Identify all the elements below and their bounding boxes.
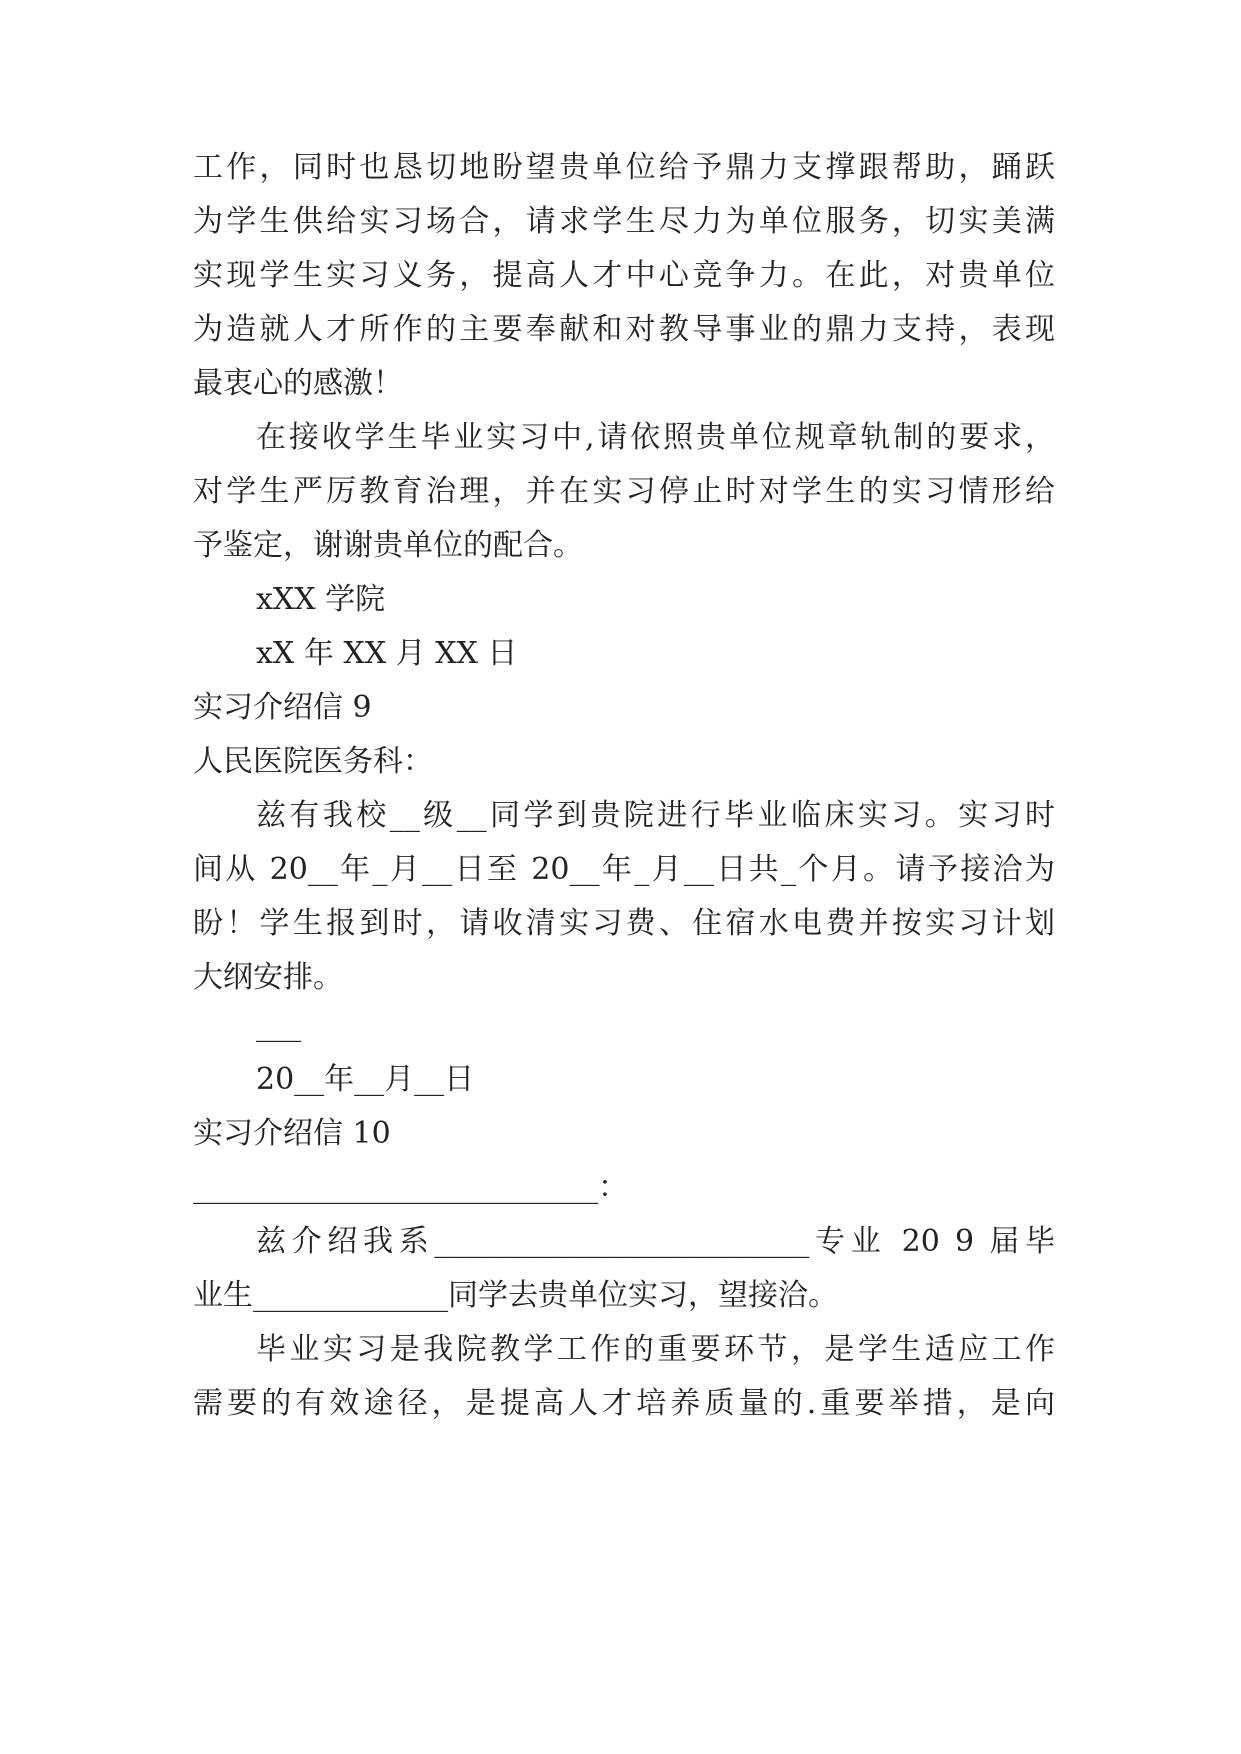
text-line: 业生_____________同学去贵单位实习，望接洽。 bbox=[193, 1278, 838, 1313]
text-line: 毕业实习是我院教学工作的重要环节，是学生适应工作 bbox=[256, 1332, 1055, 1367]
section-title: 实习介绍信 10 bbox=[193, 1116, 391, 1151]
text-line: 工作，同时也恳切地盼望贵单位给予鼎力支撑跟帮助，踊跃 bbox=[193, 150, 1055, 185]
text-line: 盼！学生报到时，请收清实习费、住宿水电费并按实习计划 bbox=[193, 906, 1055, 941]
recipient-blank: ___________________________： bbox=[193, 1170, 628, 1205]
text-line: 为学生供给实习场合，请求学生尽力为单位服务，切实美满 bbox=[193, 204, 1055, 239]
signature-school: xXX 学院 bbox=[256, 582, 386, 617]
text-line: 需要的有效途径，是提高人才培养质量的.重要举措，是向 bbox=[193, 1386, 1055, 1421]
text-line: 在接收学生毕业实习中,请依照贵单位规章轨制的要求， bbox=[256, 420, 1055, 455]
text-line: 兹有我校__级__同学到贵院进行毕业临床实习。实习时 bbox=[256, 798, 1055, 833]
text-line: 间从 20__年_月__日至 20__年_月__日共_个月。请予接洽为 bbox=[193, 852, 1055, 887]
signature-date: 20__年__月__日 bbox=[256, 1062, 475, 1097]
text-line: 大纲安排。 bbox=[193, 960, 343, 995]
text-line: 予鉴定，谢谢贵单位的配合。 bbox=[193, 528, 583, 563]
signature-blank: ___ bbox=[256, 1008, 301, 1043]
section-title: 实习介绍信 9 bbox=[193, 690, 372, 725]
recipient: 人民医院医务科： bbox=[193, 744, 433, 779]
text-line: 兹介绍我系_________________________专业 20 9 届毕 bbox=[256, 1224, 1055, 1259]
text-line: 最衷心的感激！ bbox=[193, 366, 403, 401]
text-line: 为造就人才所作的主要奉献和对教导事业的鼎力支持，表现 bbox=[193, 312, 1055, 347]
text-line: 实现学生实习义务，提高人才中心竞争力。在此，对贵单位 bbox=[193, 258, 1055, 293]
text-line: 对学生严厉教育治理，并在实习停止时对学生的实习情形给 bbox=[193, 474, 1055, 509]
signature-date: xX 年 XX 月 XX 日 bbox=[256, 636, 518, 671]
